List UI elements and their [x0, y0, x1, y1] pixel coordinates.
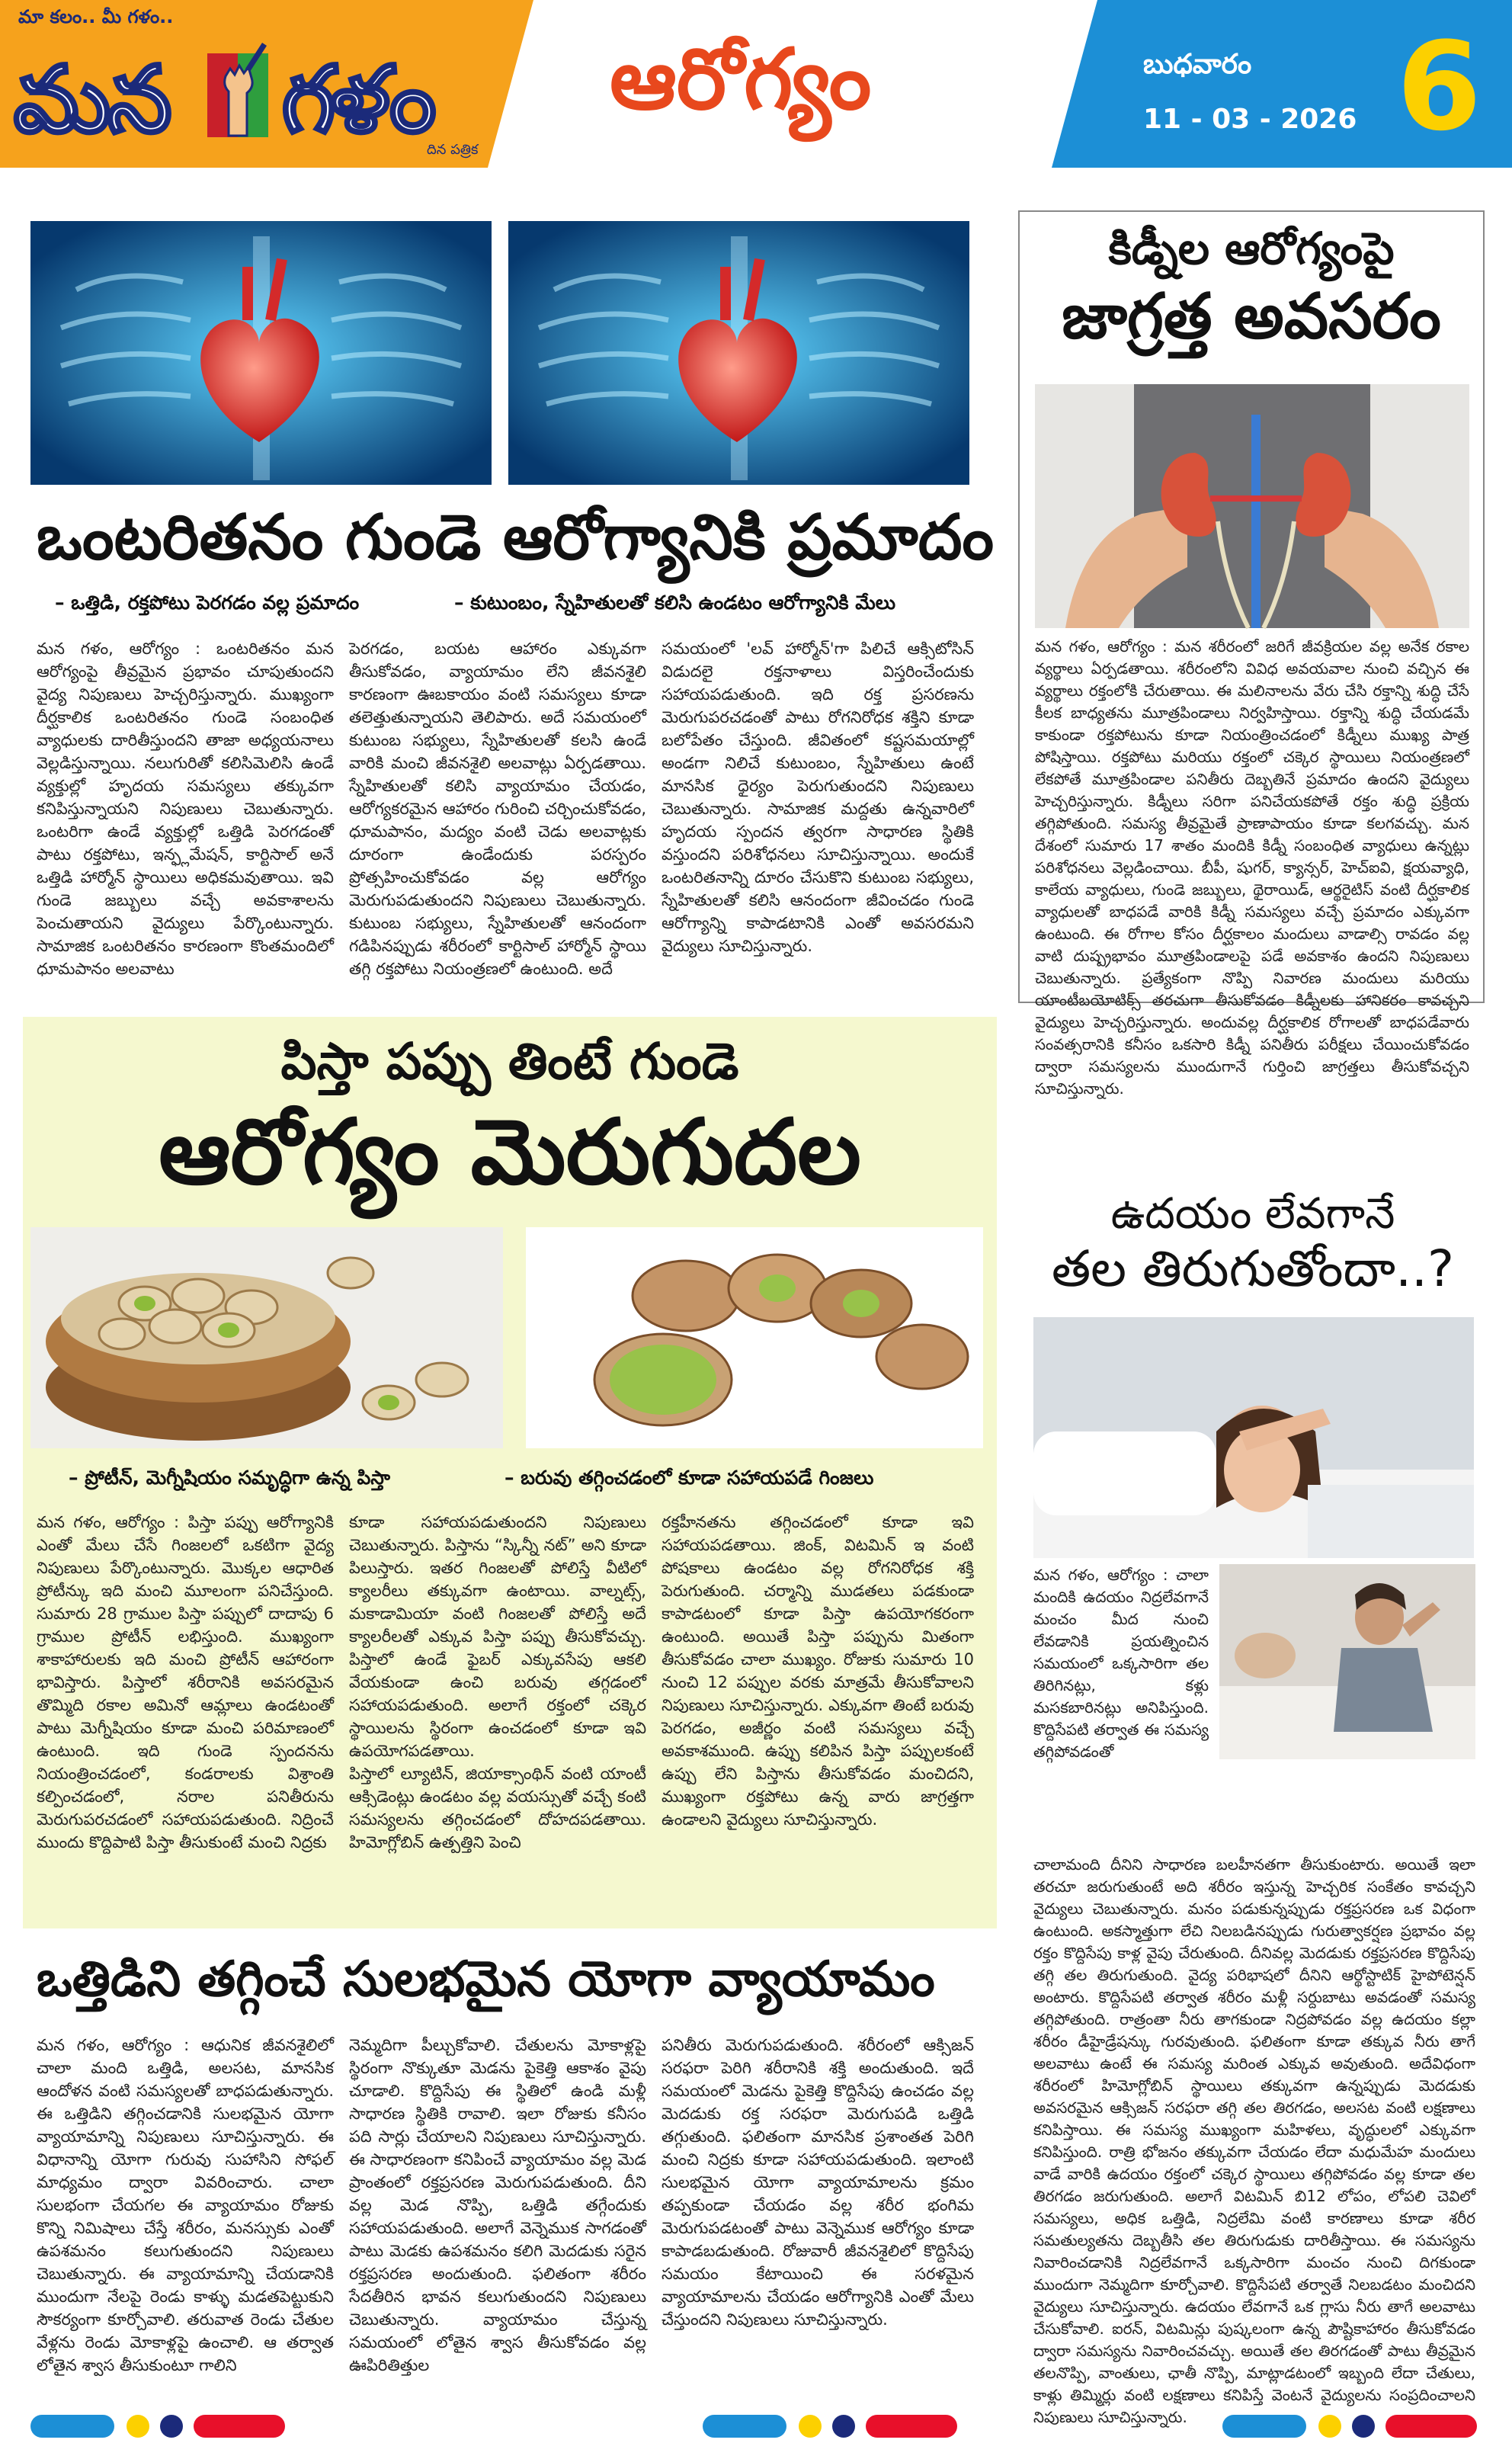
article-heart-headline: ఒంటరితనం గుండె ఆరోగ్యానికి ప్రమాదం [37, 502, 995, 574]
article-heart-subheading-1: – ఒత్తిడి, రక్తపోటు పెరగడం వల్ల ప్రమాదం [55, 592, 360, 614]
section-title: ఆరోగ్యం [610, 30, 872, 128]
logo-text-mana: మన [14, 47, 169, 153]
kidney-article-body: మన గళం, ఆరోగ్యం : మన శరీరంలో జరిగే జీవక్రియల వల్ల అనేక రకాల వ్యర్థాలు ఏర్పడతాయి. శరీరంలోని వివిధ అవయవాల నుంచి వచ్చిన ఈ వ్యర్థాలు రక్తంలోకి చేరుతాయి. ఈ మలినాలను వేరు చేసి రక్తాన్ని శుద్ధి చేసే కీలక బాధ్యతను మూత్రపిండాలు నిర్వహిస్తాయి. రక్తాన్ని శుద్ధి చేయడమే కాకుండా రక్తపోటును కూడా నియంత్రించడంలో కిడ్నీలు ముఖ్య పాత్ర పోషిస్తాయి. రక్తపోటు మరియు రక్తంలో చక్కెర స్థాయిలు నియంత్రణలో లేకపోతే మూత్రపిండాల పనితీరు దెబ్బతినే ప్రమాదం ఉందని వైద్యులు హెచ్చరిస్తున్నారు. కిడ్నీలు సరిగా పనిచేయకపోతే రక్తం శుద్ధి ప్రక్రియ తగ్గిపోతుంది. సమస్య తీవ్రమైతే ప్రాణాపాయం కూడా కలగవచ్చు. మన దేశంలో సుమారు 17 శాతం మందికి కిడ్నీ సంబంధిత వ్యాధులు ఉన్నట్లు పరిశోధనలు వెల్లడించాయి. బీపీ, షుగర్, క్యాన్సర్, హెచ్ఐవి, క్షయవ్యాధి, కాలేయ వ్యాధులు, గుండె జబ్బులు, థైరాయిడ్, ఆర్థరైటిస్ వంటి దీర్ఘకాలిక వ్యాధులతో బాధపడే వారికి కిడ్నీ సమస్యలు వచ్చే ప్రమాదం ఎక్కువగా ఉంటుంది. ఈ రోగాల కోసం దీర్ఘకాలం మందులు వాడాల్సి రావడం వల్ల వాటి దుష్ప్రభావం మూత్రపిండాలపై పడే అవకాశం ఉందని నిపుణులు చెబుతున్నారు. ప్రత్యేకంగా నొప్పి నివారణ మందులు మరియు యాంటీబయోటిక్స్ తరచుగా తీసుకోవడం కిడ్నీలకు హానికరం కావచ్చని వైద్యులు హెచ్చరిస్తున్నారు. అందువల్ల దీర్ఘకాలిక రోగాలతో బాధపడేవారు సంవత్సరానికి కనీసం ఒకసారి కిడ్నీ పనితీరు పరీక్షలు చేయించుకోవడం ద్వారా సమస్యలను ముందుగానే గుర్తించి జాగ్రత్తలు తీసుకోవచ్చని సూచిస్తున్నారు. [1035, 637, 1469, 1098]
dizziness-headline-top: ఉదయం లేవగానే [1110, 1189, 1395, 1239]
issue-date: 11 - 03 - 2026 [1143, 104, 1357, 135]
logo-subtitle: దిన పత్రిక [427, 142, 479, 158]
dizziness-intro-column: మన గళం, ఆరోగ్యం : చాలా మందికి ఉదయం నిద్రలేవగానే మంచం మీద నుంచి లేవడానికి ప్రయత్నించిన సమయంలో ఒక్కసారిగా తల తిరిగినట్లు, కళ్లు మసకబారినట్లు అనిపిస్తుంది. కొద్దిసేపటి తర్వాత ఈ సమస్య తగ్గిపోవడంతో [1033, 1566, 1209, 1761]
page-number: 6 [1396, 15, 1482, 158]
footer-color-bar-left [30, 2415, 290, 2441]
footer-color-bar-right [1222, 2415, 1482, 2441]
article-heart-subheading-2: – కుటుంబం, స్నేహితులతో కలిసి ఉండటం ఆరోగ్యానికి మేలు [454, 592, 896, 614]
section-banner [488, 0, 1097, 168]
newspaper-logo[interactable] [0, 0, 488, 168]
logo-tagline: మా కలం.. మీ గళం.. [18, 6, 174, 27]
footer-color-bar-center [703, 2415, 962, 2441]
heart-anatomy-image-right [508, 221, 969, 485]
pistachio-bowl-image [30, 1227, 503, 1448]
kidney-pain-image [1035, 384, 1469, 628]
kidney-article-box [1018, 210, 1485, 1098]
kidney-headline-main: జాగ్రత్త అవసరం [1062, 281, 1441, 353]
issue-day: బుధవారం [1143, 49, 1252, 80]
date-banner [1052, 0, 1512, 168]
pistachio-column-2: కూడా సహాయపడుతుందని నిపుణులు చెబుతున్నారు. పిస్తాను “స్కిన్నీ నట్” అని కూడా పిలుస్తారు. ఇతర గింజలతో పోలిస్తే వీటిలో క్యాలరీలు తక్కువగా ఉంటాయి. వాల్నట్స్, మకాడామియా వంటి గింజలతో పోలిస్తే అదే క్యాలరీలతో ఎక్కువ పిస్తా పప్పు తీసుకోవచ్చు. పిస్తాలో ఉండే ఫైబర్ ఎక్కువసేపు ఆకలి వేయకుండా ఉంచి బరువు తగ్గడంలో సహాయపడుతుంది. అలాగే రక్తంలో చక్కెర స్థాయిలను స్థిరంగా ఉంచడంలో కూడా ఇవి ఉపయోగపడతాయి. పిస్తాలో ల్యూటిన్, జియాక్సాంథిన్ వంటి యాంటీ ఆక్సిడెంట్లు ఉండటం వల్ల వయస్సుతో వచ్చే కంటి సమస్యలను తగ్గించడంలో దోహదపడతాయి. హిమోగ్లోబిన్ ఉత్పత్తిని పెంచి [349, 1513, 646, 1851]
yoga-column-1: మన గళం, ఆరోగ్యం : ఆధునిక జీవనశైలిలో చాలా మంది ఒత్తిడి, అలసట, మానసిక ఆందోళన వంటి సమస్యలతో బాధపడుతున్నారు. ఈ ఒత్తిడిని తగ్గించడానికి సులభమైన యోగా వ్యాయామాన్ని నిపుణులు సూచిస్తున్నారు. ఈ విధానాన్ని యోగా గురువు సుహాసిని సోఫల్ మాధ్యమం ద్వారా వివరించారు. చాలా సులభంగా చేయగల ఈ వ్యాయామం రోజుకు కొన్ని నిమిషాలు చేస్తే శరీరం, మనస్సుకు ఎంతో ఉపశమనం కలుగుతుందని నిపుణులు చెబుతున్నారు. ఈ వ్యాయామాన్ని చేయడానికి ముందుగా నేలపై రెండు కాళ్ళు మడతపెట్టుకుని సౌకర్యంగా కూర్చోవాలి. తరువాత రెండు చేతుల వేళ్లను రెండు మోకాళ్లపై ఉంచాలి. ఆ తర్వాత లోతైన శ్వాస తీసుకుంటూ గాలిని [37, 2036, 334, 2374]
pistachio-closeup-image [526, 1227, 983, 1448]
article-heart-column-3: సమయంలో 'లవ్ హార్మోన్'గా పిలిచే ఆక్సిటోసిన్ విడుదలై రక్తనాళాలు విస్తరించేందుకు సహాయపడుతుంది. ఇది రక్త ప్రసరణను మెరుగుపరచడంతో పాటు రోగనిరోధక శక్తిని కూడా బలోపేతం చేస్తుంది. జీవితంలో కష్టసమయాల్లో అండగా నిలిచే కుటుంబం, స్నేహితులు ఉంటే మానసిక ధైర్యం పెరుగుతుందని నిపుణులు చెబుతున్నారు. సామాజిక మద్దతు ఉన్నవారిలో హృదయ స్పందన త్వరగా సాధారణ స్థితికి వస్తుందని పరిశోధనలు సూచిస్తున్నాయి. అందుకే ఒంటరితనాన్ని దూరం చేసుకొని కుటుంబ సభ్యులు, స్నేహితులతో కలిసి ఆనందంగా జీవించడం గుండె ఆరోగ్యాన్ని కాపాడటానికి ఎంతో అవసరమని వైద్యులు సూచిస్తున్నారు. [662, 640, 974, 955]
yoga-column-3: పనితీరు మెరుగుపడుతుంది. శరీరంలో ఆక్సిజన్ సరఫరా పెరిగి శరీరానికి శక్తి అందుతుంది. ఇదే సమయంలో మెడను పైకెత్తి కొద్దిసేపు ఉంచడం వల్ల మెదడుకు రక్త సరఫరా మెరుగుపడి ఒత్తిడి తగ్గుతుంది. ఫలితంగా మానసిక ప్రశాంతత పెరిగి మంచి నిద్రకు కూడా సహాయపడుతుంది. ఇలాంటి సులభమైన యోగా వ్యాయామాలను క్రమం తప్పకుండా చేయడం వల్ల శరీర భంగిమ మెరుగుపడటంతో పాటు వెన్నెముక ఆరోగ్యం కూడా కాపాడబడుతుంది. రోజువారీ జీవనశైలిలో కొద్దిసేపు సమయం కేటాయించి ఈ సరళమైన వ్యాయామాలను చేయడం ఆరోగ్యానికి ఎంతో మేలు చేస్తుందని నిపుణులు సూచిస్తున్నారు. [662, 2036, 974, 2329]
pistachio-column-3: రక్తహీనతను తగ్గించడంలో కూడా ఇవి సహాయపడతాయి. జింక్, విటమిన్ ఇ వంటి పోషకాలు ఉండటం వల్ల రోగనిరోధక శక్తి పెరుగుతుంది. చర్మాన్ని ముడతలు పడకుండా కాపాడటంలో కూడా పిస్తా ఉపయోగకరంగా ఉంటుంది. అయితే పిస్తా పప్పును మితంగా తీసుకోవడం చాలా ముఖ్యం. రోజుకు సుమారు 10 నుంచి 12 పప్పుల వరకు మాత్రమే తీసుకోవాలని నిపుణులు సూచిస్తున్నారు. ఎక్కువగా తింటే బరువు పెరగడం, అజీర్ణం వంటి సమస్యలు వచ్చే అవకాశముంది. ఉప్పు కలిపిన పిస్తా పప్పులకంటే ఉప్పు లేని పిస్తాను తీసుకోవడం మంచిదని, ముఖ్యంగా రక్తపోటు ఉన్న వారు జాగ్రత్తగా ఉండాలని వైద్యులు సూచిస్తున్నారు. [662, 1513, 974, 1829]
article-heart-column-2: పెరగడం, బయట ఆహారం ఎక్కువగా తీసుకోవడం, వ్యాయామం లేని జీవనశైలి కారణంగా ఊబకాయం వంటి సమస్యలు కూడా తలెత్తుతున్నాయని తెలిపారు. అదే సమయంలో కుటుంబ సభ్యులు, స్నేహితులతో కలసి ఉండే వారికి మంచి జీవనశైలి అలవాట్లు ఏర్పడతాయి. స్నేహితులతో కలిసి వ్యాయామం చేయడం, ఆరోగ్యకరమైన ఆహారం గురించి చర్చించుకోవడం, ధూమపానం, మద్యం వంటి చెడు అలవాట్లకు దూరంగా ఉండేందుకు పరస్పరం ప్రోత్సహించుకోవడం వల్ల ఆరోగ్యం మెరుగుపడుతుందని నిపుణులు చెబుతున్నారు. కుటుంబ సభ్యులు, స్నేహితులతో ఆనందంగా గడిపినప్పుడు శరీరంలో కార్టిసాల్ హార్మోన్ స్థాయి తగ్గి రక్తపోటు నియంత్రణలో ఉంటుంది. అదే [349, 640, 646, 978]
pistachio-column-1: మన గళం, ఆరోగ్యం : పిస్తా పప్పు ఆరోగ్యానికి ఎంతో మేలు చేసే గింజలలో ఒకటిగా వైద్య నిపుణులు పేర్కొంటున్నారు. మొక్కల ఆధారిత ప్రోటీన్కు ఇది మంచి మూలంగా పనిచేస్తుంది. సుమారు 28 గ్రాముల పిస్తా పప్పులో దాదాపు 6 గ్రాముల ప్రోటీన్ లభిస్తుంది. ముఖ్యంగా శాకాహారులకు ఇది మంచి ప్రోటీన్ ఆహారంగా భావిస్తారు. పిస్తాలో శరీరానికి అవసరమైన తొమ్మిది రకాల అమినో ఆమ్లాలు ఉండటంతో పాటు మెగ్నీషియం కూడా మంచి పరిమాణంలో ఉంటుంది. ఇది గుండె స్పందనను నియంత్రించడంలో, కండరాలకు విశ్రాంతి కల్పించడంలో, నరాల పనితీరును మెరుగుపరచడంలో సహాయపడుతుంది. నిద్రించే ముందు కొద్దిపాటి పిస్తా తీసుకుంటే మంచి నిద్రకు [37, 1513, 334, 1851]
masthead [0, 0, 1512, 168]
yoga-headline: ఒత్తిడిని తగ్గించే సులభమైన యోగా వ్యాయామం [37, 1951, 935, 2008]
heart-anatomy-image-left [30, 221, 492, 485]
pistachio-headline-main: ఆరోగ్యం మెరుగుదల [159, 1099, 861, 1204]
article-heart-column-1: మన గళం, ఆరోగ్యం : ఒంటరితనం మన ఆరోగ్యంపై తీవ్రమైన ప్రభావం చూపుతుందని వైద్య నిపుణులు హెచ్చరిస్తున్నారు. ముఖ్యంగా దీర్ఘకాలిక ఒంటరితనం గుండె సంబంధిత వ్యాధులకు దారితీస్తుందని తాజా అధ్యయనాలు వెల్లడిస్తున్నాయి. నలుగురితో కలిసిమెలిసి ఉండే వ్యక్తుల్లో హృదయ సమస్యలు తక్కువగా కనిపిస్తున్నాయని నిపుణులు చెబుతున్నారు. ఒంటరిగా ఉండే వ్యక్తుల్లో ఒత్తిడి పెరగడంతో పాటు రక్తపోటు, ఇన్ఫ్లమేషన్, కార్టిసాల్ అనే ఒత్తిడి హార్మోన్ స్థాయిలు అధికమవుతాయి. ఇవి గుండె జబ్బులు వచ్చే అవకాశాలను పెంచుతాయని వైద్యులు పేర్కొంటున్నారు. సామాజిక ఒంటరితనం కారణంగా కొంతమందిలో ధూమపానం అలవాటు [37, 640, 334, 978]
dizziness-headline-main: తల తిరుగుతోందా..? [1051, 1239, 1455, 1298]
pistachio-subheading-2: – బరువు తగ్గించడంలో కూడా సహాయపడే గింజలు [505, 1467, 874, 1489]
pistachio-headline-top: పిస్తా పప్పు తింటే గుండె [280, 1032, 739, 1091]
pen-fist-icon [200, 38, 276, 145]
woman-headache-image [1033, 1317, 1474, 1558]
yoga-column-2: నెమ్మదిగా పీల్చుకోవాలి. చేతులను మోకాళ్లపై స్థిరంగా నొక్కుతూ మెడను పైకెత్తి ఆకాశం వైపు చూడాలి. కొద్దిసేపు ఈ స్థితిలో ఉండి మళ్లీ సాధారణ స్థితికి రావాలి. ఇలా రోజుకు కనీసం పది సార్లు చేయాలని నిపుణులు సూచిస్తున్నారు. ఈ సాధారణంగా కనిపించే వ్యాయామం వల్ల మెడ ప్రాంతంలో రక్తప్రసరణ మెరుగుపడుతుంది. దీని వల్ల మెడ నొప్పి, ఒత్తిడి తగ్గేందుకు సహాయపడుతుంది. అలాగే వెన్నెముక సాగడంతో పాటు మెడకు ఉపశమనం కలిగి మెదడుకు సరైన రక్తప్రసరణ అందుతుంది. ఫలితంగా శరీరం సేదతీరిన భావన కలుగుతుందని నిపుణులు చెబుతున్నారు. వ్యాయామం చేస్తున్న సమయంలో లోతైన శ్వాస తీసుకోవడం వల్ల ఊపిరితిత్తుల [349, 2036, 646, 2374]
dizziness-article-body: చాలామంది దీనిని సాధారణ బలహీనతగా తీసుకుంటారు. అయితే ఇలా తరచూ జరుగుతుంటే అది శరీరం ఇస్తున్న హెచ్చరిక సంకేతం కావచ్చని వైద్యులు చెబుతున్నారు. మనం పడుకున్నప్పుడు రక్తప్రసరణ ఒక విధంగా ఉంటుంది. అకస్మాత్తుగా లేచి నిలబడినప్పుడు గురుత్వాకర్షణ ప్రభావం వల్ల రక్తం కొద్దిసేపు కాళ్ల వైపు చేరుతుంది. దీనివల్ల మెదడుకు రక్తప్రసరణ కొద్దిసేపు తగ్గి తల తిరుగుతుంది. వైద్య పరిభాషలో దీనిని ఆర్థోస్టాటిక్ హైపోటెన్షన్ అంటారు. కొద్దిసేపటి తర్వాత శరీరం మళ్లీ సర్దుబాటు అవడంతో సమస్య తగ్గిపోతుంది. రాత్రంతా నీరు తాగకుండా నిద్రపోవడం వల్ల ఉదయం కల్లా శరీరం డీహైడ్రేషన్కు గురవుతుంది. ఫలితంగా కూడా తక్కువ నీరు తాగే అలవాటు ఉంటే ఈ సమస్య మరింత ఎక్కువ అవుతుంది. అదేవిధంగా శరీరంలో హిమోగ్లోబిన్ స్థాయిలు తక్కువగా ఉన్నప్పుడు మెదడుకు అవసరమైన ఆక్సిజన్ సరఫరా తగ్గి తల తిరగడం, అలసట వంటి లక్షణాలు కనిపిస్తాయి. ఈ సమస్య ముఖ్యంగా మహిళలు, వృద్ధులలో ఎక్కువగా కనిపిస్తుంది. రాత్రి భోజనం తక్కువగా చేయడం లేదా మధుమేహ మందులు వాడే వారికి ఉదయం రక్తంలో చక్కెర స్థాయిలు తగ్గిపోవడం వల్ల కూడా తల తిరగడం జరుగుతుంది. అలాగే విటమిన్ బి12 లోపం, లోపలి చెవిలో సమస్యలు, అధిక ఒత్తిడి, నిద్రలేమి వంటి కారణాలు కూడా శరీర సమతుల్యతను దెబ్బతీసి తల తిరుగుడుకు దారితీస్తాయి. ఈ సమస్యను నివారించడానికి నిద్రలేవగానే ఒక్కసారిగా మంచం నుంచి దిగకుండా ముందుగా నెమ్మదిగా కూర్చోవాలి. కొద్దిసేపటి తర్వాతే నిలబడటం మంచిదని వైద్యులు సూచిస్తున్నారు. ఉదయం లేవగానే ఒక గ్లాసు నీరు తాగే అలవాటు చేసుకోవాలి. ఐరన్, విటమిన్లు పుష్కలంగా ఉన్న పౌష్టికాహారం తీసుకోవడం ద్వారా సమస్యను నివారించవచ్చు. అయితే తల తిరగడంతో పాటు తీవ్రమైన తలనొప్పి, వాంతులు, ఛాతీ నొప్పి, మాట్లాడటంలో ఇబ్బంది లేదా చేతులు, కాళ్లు తిమ్మిర్లు వంటి లక్షణాలు కనిపిస్తే వెంటనే వైద్యులను సంప్రదించాలని నిపుణులు సూచిస్తున్నారు. [1033, 1855, 1475, 2426]
logo-text-galam: గళం [282, 47, 432, 153]
kidney-headline-top: కిడ్నీల ఆరోగ్యంపై [1108, 223, 1395, 274]
man-dizzy-bed-image [1219, 1564, 1475, 1759]
pistachio-subheading-1: – ప్రోటీన్, మెగ్నీషియం సమృద్ధిగా ఉన్న పిస్తా [69, 1467, 391, 1489]
pistachio-article-box [23, 1017, 997, 1928]
